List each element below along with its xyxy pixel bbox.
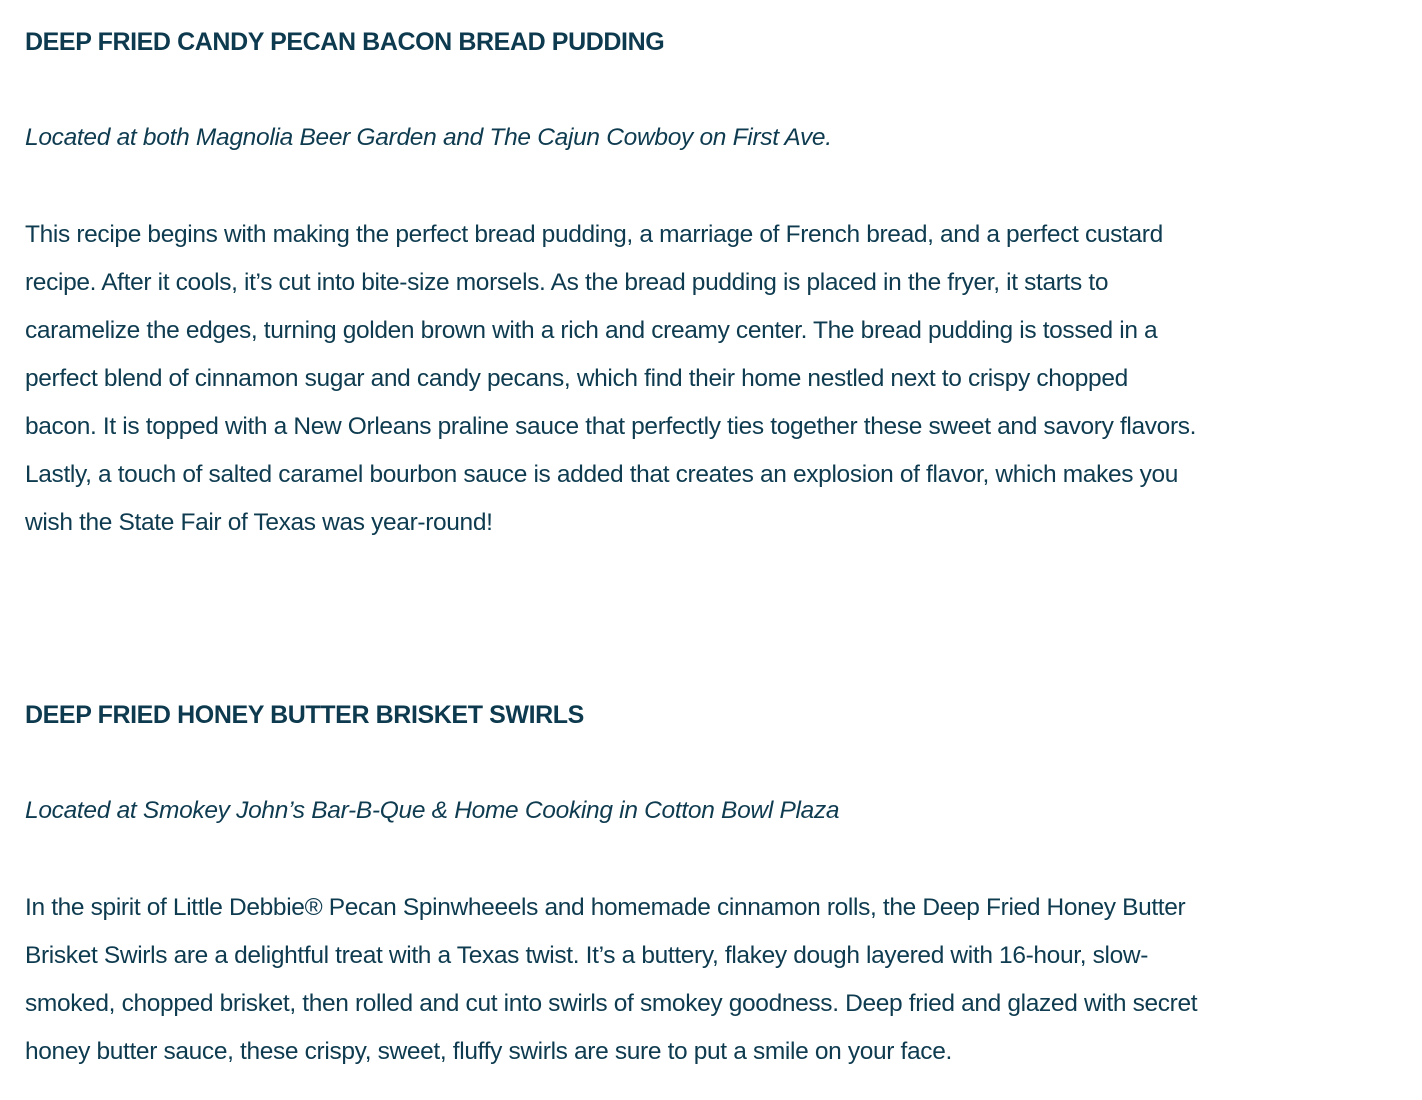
description-line: This recipe begins with making the perfect bread pudding, a marriage of French bread, and a perfect custard: [25, 221, 1163, 248]
description-line: caramelize the edges, turning golden brown with a rich and creamy center. The bread pudding is tossed in a: [25, 317, 1158, 344]
item-location: Located at Smokey John’s Bar-B-Que & Home Cooking in Cotton Bowl Plaza: [25, 797, 840, 824]
item-title: DEEP FRIED HONEY BUTTER BRISKET SWIRLS: [25, 701, 584, 729]
item-location: Located at both Magnolia Beer Garden and The Cajun Cowboy on First Ave.: [25, 124, 832, 151]
description-line: recipe. After it cools, it’s cut into bite-size morsels. As the bread pudding is placed in the fryer, it starts to: [25, 269, 1109, 296]
description-line: honey butter sauce, these crispy, sweet, fluffy swirls are sure to put a smile on your face.: [25, 1038, 952, 1065]
item-title: DEEP FRIED CANDY PECAN BACON BREAD PUDDING: [25, 28, 665, 56]
description-line: bacon. It is topped with a New Orleans praline sauce that perfectly ties together these sweet and savory flavors.: [25, 413, 1197, 440]
description-line: perfect blend of cinnamon sugar and candy pecans, which find their home nestled next to crispy chopped: [25, 365, 1128, 392]
item-description: [25, 211, 1196, 547]
description-line: In the spirit of Little Debbie® Pecan Spinwheeels and homemade cinnamon rolls, the Deep Fried Honey Butter: [25, 894, 1186, 921]
description-line: Brisket Swirls are a delightful treat with a Texas twist. It’s a buttery, flakey dough layered with 16-hour, slow-: [25, 942, 1149, 969]
description-line: wish the State Fair of Texas was year-round!: [25, 509, 493, 536]
item-description: [25, 884, 1197, 1076]
description-line: smoked, chopped brisket, then rolled and cut into swirls of smokey goodness. Deep fried and glazed with secret: [25, 990, 1198, 1017]
description-line: Lastly, a touch of salted caramel bourbon sauce is added that creates an explosion of flavor, which makes you: [25, 461, 1179, 488]
